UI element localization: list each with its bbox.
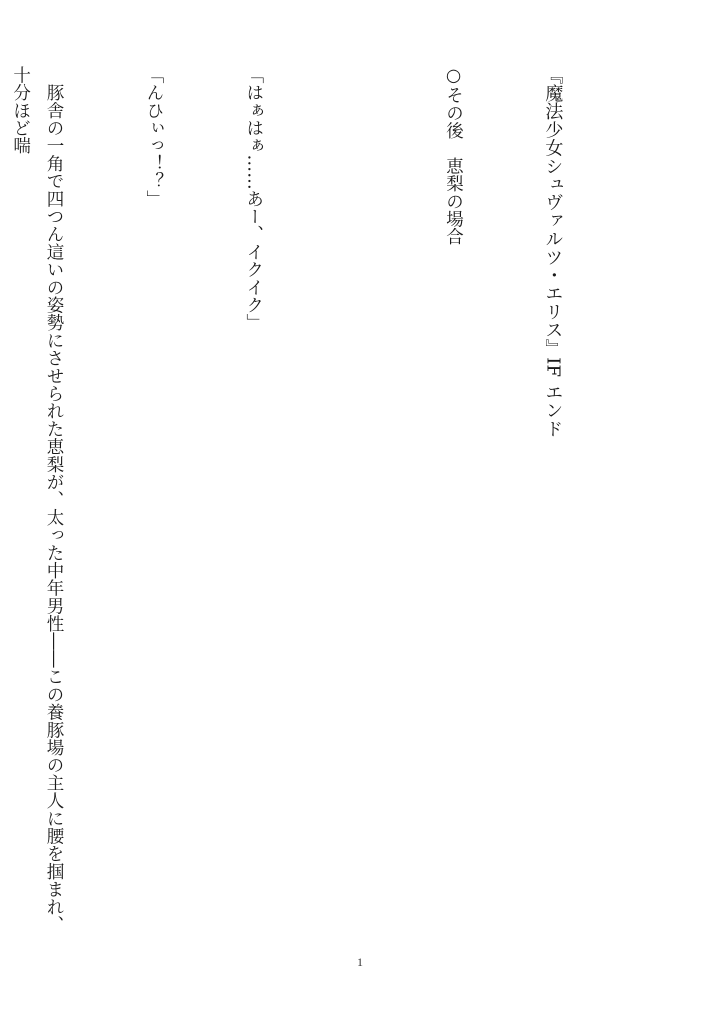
vertical-text-body bbox=[10, 66, 636, 946]
section-heading: ○その後 恵梨の場合 bbox=[443, 66, 464, 246]
dialogue-line: 「んひぃっ！？」 bbox=[143, 66, 164, 208]
story-title: 『魔法少女シュヴァルツ・エリス』IF エンド bbox=[542, 66, 564, 438]
dialogue-line: 「はぁはぁ……あー、イクイク」 bbox=[243, 66, 264, 332]
blank-line bbox=[336, 66, 369, 946]
page-number: 1 bbox=[357, 955, 363, 969]
narration-line: 豚舎の一角で四つん這いの姿勢にさせられた恵梨が、太った中年男性――この養豚場の主人に腰を掴まれ、十分ほど喘 bbox=[10, 66, 64, 934]
